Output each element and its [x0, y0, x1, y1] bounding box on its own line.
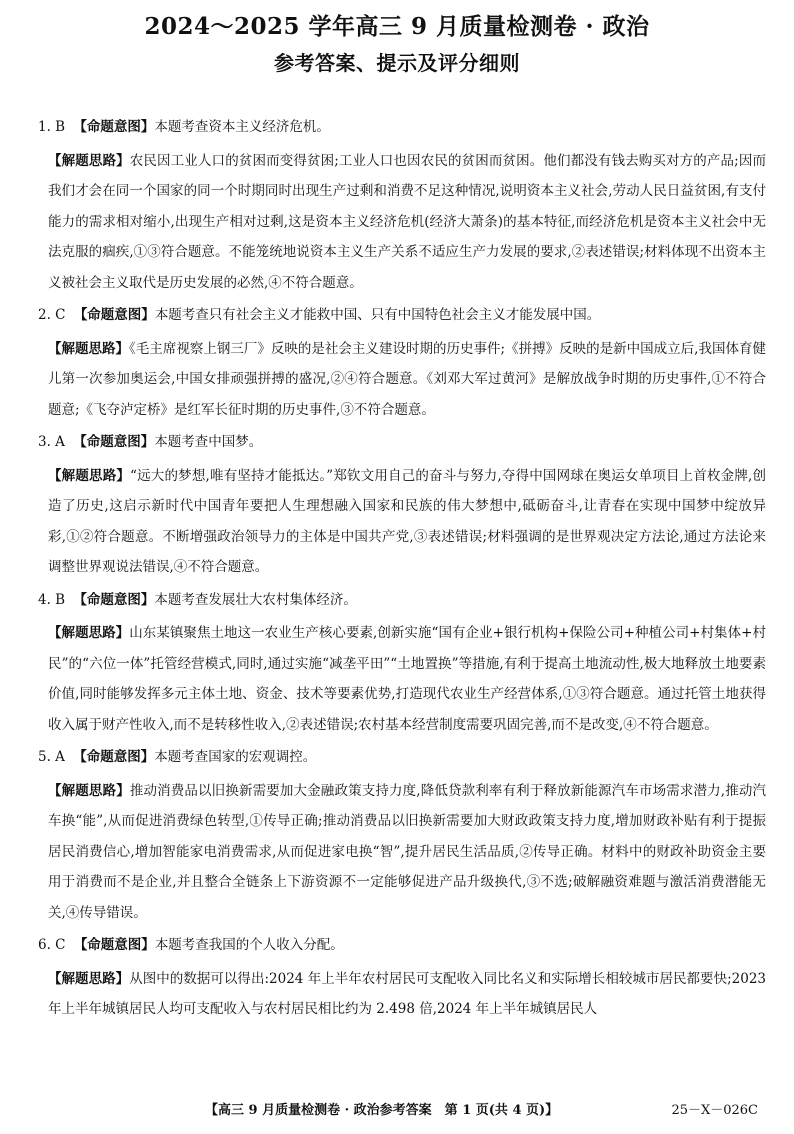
- analysis-text: 山东某镇聚焦土地这一农业生产核心要素,创新实施“国有企业+银行机构+保险公司+种植公司+村集体+村民”的“六位一体”托管经营模式,同时,通过实施“减垄平田”“土地置换”等措施,有利于提高土地流动性,极大地释放土地要素价值,同时能够发挥多元主体土地、资金、技术等要素优势,打造现代农业生产经营体系,①③符合题意。通过托管土地获得收入属于财产性收入,而不是转移性收入,②表述错误;农村基本经营制度需要巩固完善,而不是改变,④不符合题意。: [48, 625, 766, 733]
- intent-text: 本题考查发展壮大农村集体经济。: [154, 591, 357, 608]
- intent-tag: 【命题意图】: [73, 591, 155, 608]
- question-number: 3. A: [38, 434, 65, 450]
- intent-text: 本题考查中国梦。: [154, 434, 263, 450]
- question-block: [38, 427, 766, 583]
- question-header: [38, 300, 766, 331]
- analysis-tag: 【解题思路】: [48, 152, 130, 169]
- question-header: [38, 427, 766, 458]
- analysis-text: 推动消费品以旧换新需要加大金融政策支持力度,降低贷款利率有利于释放新能源汽车市场需求潜力,推动汽车换“能”,从而促进消费绿色转型,①传导正确;推动消费品以旧换新需要加大财政政策支持力度,增加财政补贴有利于提振居民消费信心,增加智能家电消费需求,从而促进家电换“智”,提升居民生活品质,②传导正确。材料中的财政补助资金主要用于消费而不是企业,并且整合全链条上下游资源不一定能够促进产品升级换代,③不选;破解融资难题与激活消费潜能无关,④传导错误。: [48, 782, 766, 921]
- analysis-tag: 【解题思路】: [48, 625, 130, 641]
- question-header: [38, 585, 766, 616]
- analysis-tag: 【解题思路】: [48, 467, 131, 484]
- question-number: 6. C: [38, 937, 66, 953]
- page-subtitle: 参考答案、提示及评分细则: [274, 51, 520, 75]
- analysis-tag: 【解题思路】: [48, 970, 130, 987]
- analysis-text: “远大的梦想,唯有坚持才能抵达。”郑钦文用自己的奋斗与努力,夺得中国网球在奥运女单项目上首枚金牌,创造了历史,这启示新时代中国青年要把人生理想融入国家和民族的伟大梦想中,砥砺奋斗,让青春在实现中国梦中绽放异彩,①②符合题意。不断增强政治领导力的主体是中国共产党,③表述错误;材料强调的是世界观决定方法论,通过方法论来调整世界观说法错误,④不符合题意。: [48, 467, 766, 575]
- question-number: 4. B: [38, 591, 66, 608]
- analysis-paragraph: [38, 618, 766, 740]
- intent-tag: 【命题意图】: [73, 434, 155, 450]
- question-block: [38, 585, 766, 741]
- intent-text: 本题考查我国的个人收入分配。: [154, 937, 344, 953]
- analysis-paragraph: [38, 964, 766, 1025]
- analysis-tag: 【解题思路】: [48, 782, 130, 799]
- intent-text: 本题考查只有社会主义才能救中国、只有中国特色社会主义才能发展中国。: [154, 307, 601, 323]
- analysis-tag: 【解题思路】: [48, 340, 130, 357]
- footer-page-info: 【高三 9 月质量检测卷 · 政治参考答案 第 1 页(共 4 页)】: [205, 1103, 559, 1118]
- question-number: 2. C: [38, 307, 66, 323]
- question-header: [38, 112, 766, 143]
- analysis-text: 《毛主席视察上钢三厂》反映的是社会主义建设时期的历史事件;《拼搏》反映的是新中国成立后,我国体育健儿第一次参加奥运会,中国女排顽强拼搏的盛况,②④符合题意。《刘邓大军过黄河》是解放战争时期的历史事件,①不符合题意;《飞夺泸定桥》是红军长征时期的历史事件,③不符合题意。: [48, 340, 766, 418]
- intent-text: 本题考查资本主义经济危机。: [154, 119, 330, 135]
- footer-doc-code: 25－X－026C: [671, 1103, 758, 1118]
- page: [0, 12, 794, 1118]
- question-header: [38, 742, 766, 773]
- intent-tag: 【命题意图】: [73, 307, 155, 323]
- analysis-text: 从图中的数据可以得出:2024 年上半年农村居民可支配收入同比名义和实际增长相较城市居民都要快;2023 年上半年城镇居民人均可支配收入与农村居民相比约为 2.498 倍,2024 年上半年城镇居民人: [48, 970, 767, 1017]
- analysis-paragraph: [38, 334, 766, 426]
- analysis-paragraph: [38, 461, 766, 583]
- page-footer: [0, 1099, 794, 1123]
- analysis-paragraph: [38, 146, 766, 299]
- page-title: 2024～2025 学年高三 9 月质量检测卷 · 政治: [144, 13, 650, 40]
- intent-tag: 【命题意图】: [73, 749, 155, 765]
- question-block: [38, 300, 766, 425]
- analysis-text: 农民因工业人口的贫困而变得贫困;工业人口也因农民的贫困而贫困。他们都没有钱去购买对方的产品;因而我们才会在同一个国家的同一个时期同时出现生产过剩和消费不足这种情况,说明资本主义社会,劳动人民日益贫困,有支付能力的需求相对缩小,出现生产相对过剩,这是资本主义经济危机(经济大萧条)的基本特征,而经济危机是资本主义社会中无法克服的痼疾,①③符合题意。不能笼统地说资本主义生产关系不适应生产力发展的要求,②表述错误;材料体现不出资本主义被社会主义取代是历史发展的必然,④不符合题意。: [48, 152, 766, 291]
- question-block: [38, 112, 766, 298]
- question-header: [38, 930, 766, 961]
- question-number: 5. A: [38, 749, 65, 765]
- intent-tag: 【命题意图】: [73, 119, 155, 135]
- intent-tag: 【命题意图】: [73, 937, 155, 953]
- question-block: [38, 742, 766, 928]
- analysis-paragraph: [38, 776, 766, 929]
- intent-text: 本题考查国家的宏观调控。: [154, 749, 317, 765]
- question-block: [38, 930, 766, 1025]
- question-number: 1. B: [38, 119, 66, 135]
- answer-list: [38, 112, 766, 1027]
